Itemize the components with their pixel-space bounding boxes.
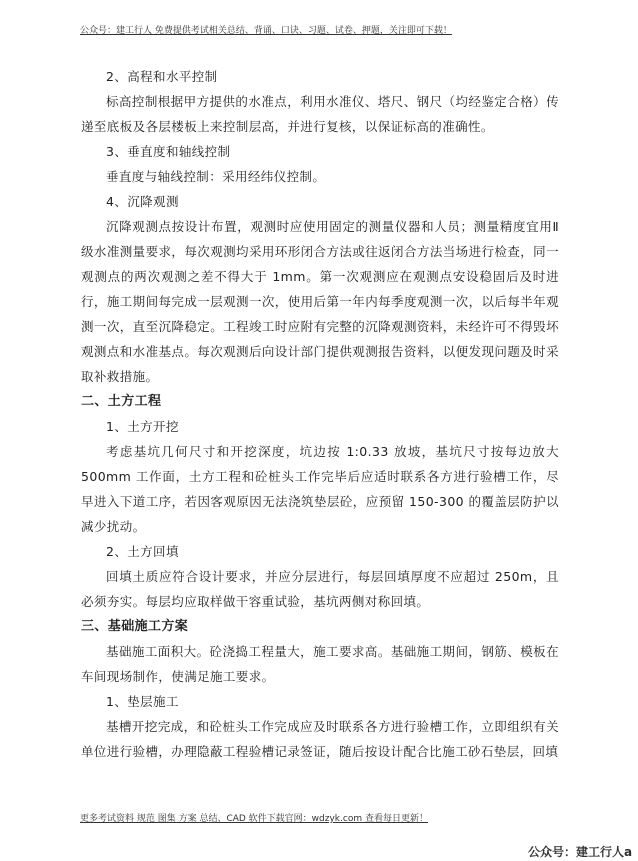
document-body bbox=[81, 64, 559, 764]
paragraph: 基础施工面积大。砼浇捣工程量大，施工要求高。基础施工期间，钢筋、模板在车间现场制作，使满足施工要求。 bbox=[81, 644, 559, 684]
paragraph: 垂直度与轴线控制：采用经纬仪控制。 bbox=[106, 169, 326, 184]
paragraph: 基槽开挖完成，和砼桩头工作完成应及时联系各方进行验槽工作，立即组织有关单位进行验槽，办理隐蔽工程验槽记录签证，随后按设计配合比施工砂石垫层，回填 bbox=[81, 719, 559, 759]
paragraph: 沉降观测点按设计布置，观测时应使用固定的测量仪器和人员；测量精度宜用Ⅱ级水准测量要求，每次观测均采用环形闭合方法或往返闭合方法当场进行检查，同一观测点的两次观测之差不得大于 1mm。第一次观测应在观测点安设稳固后及时进行，施工期间每完成一层观测一次，使用后第一年内每季度观测一次，以后每半年观测一次，直至沉降稳定。工程竣工时应附有完整的沉降观测资料，未经许可不得毁坏观测点和水准基点。每次观测后向设计部门提供观测报告资料，以便发现问题及时采取补救措施。 bbox=[81, 219, 559, 384]
section-heading: 2、高程和水平控制 bbox=[106, 69, 218, 84]
section-heading: 3、垂直度和轴线控制 bbox=[106, 144, 231, 159]
chapter-heading: 二、土方工程 bbox=[81, 394, 162, 409]
header-note: 公众号：建工行人 免费提供考试相关总结、背诵、口诀、习题、试卷、押题，关注即可下载！ bbox=[80, 26, 452, 36]
section-heading: 2、土方回填 bbox=[106, 544, 179, 559]
section-heading: 1、垫层施工 bbox=[106, 694, 179, 709]
chapter-heading: 三、基础施工方案 bbox=[81, 619, 189, 634]
section-heading: 1、土方开挖 bbox=[106, 419, 179, 434]
footer-note: 更多考试资料 规范 图集 方案 总结、CAD 软件下载官网：wdzyk.com 查看每日更新！ bbox=[80, 814, 428, 824]
section-heading: 4、沉降观测 bbox=[106, 194, 179, 209]
paragraph: 回填土质应符合设计要求，并应分层进行，每层回填厚度不应超过 250m，且必须夯实。每层均应取样做干容重试验，基坑两侧对称回填。 bbox=[81, 569, 559, 609]
paragraph: 考虑基坑几何尺寸和开挖深度，坑边按 1:0.33 放坡，基坑尺寸按每边放大 500mm 工作面，土方工程和砼桩头工作完毕后应适时联系各方进行验槽工作，尽早进入下道工序，若因客观原因无法浇筑垫层砼，应预留 150-300 的覆盖层防护以减少扰动。 bbox=[81, 444, 559, 534]
paragraph: 标高控制根据甲方提供的水准点，利用水准仪、塔尺、钢尺（均经鉴定合格）传递至底板及各层楼板上来控制层高，并进行复核，以保证标高的准确性。 bbox=[81, 94, 559, 134]
watermark-text: 公众号：建工行人a bbox=[528, 845, 633, 859]
